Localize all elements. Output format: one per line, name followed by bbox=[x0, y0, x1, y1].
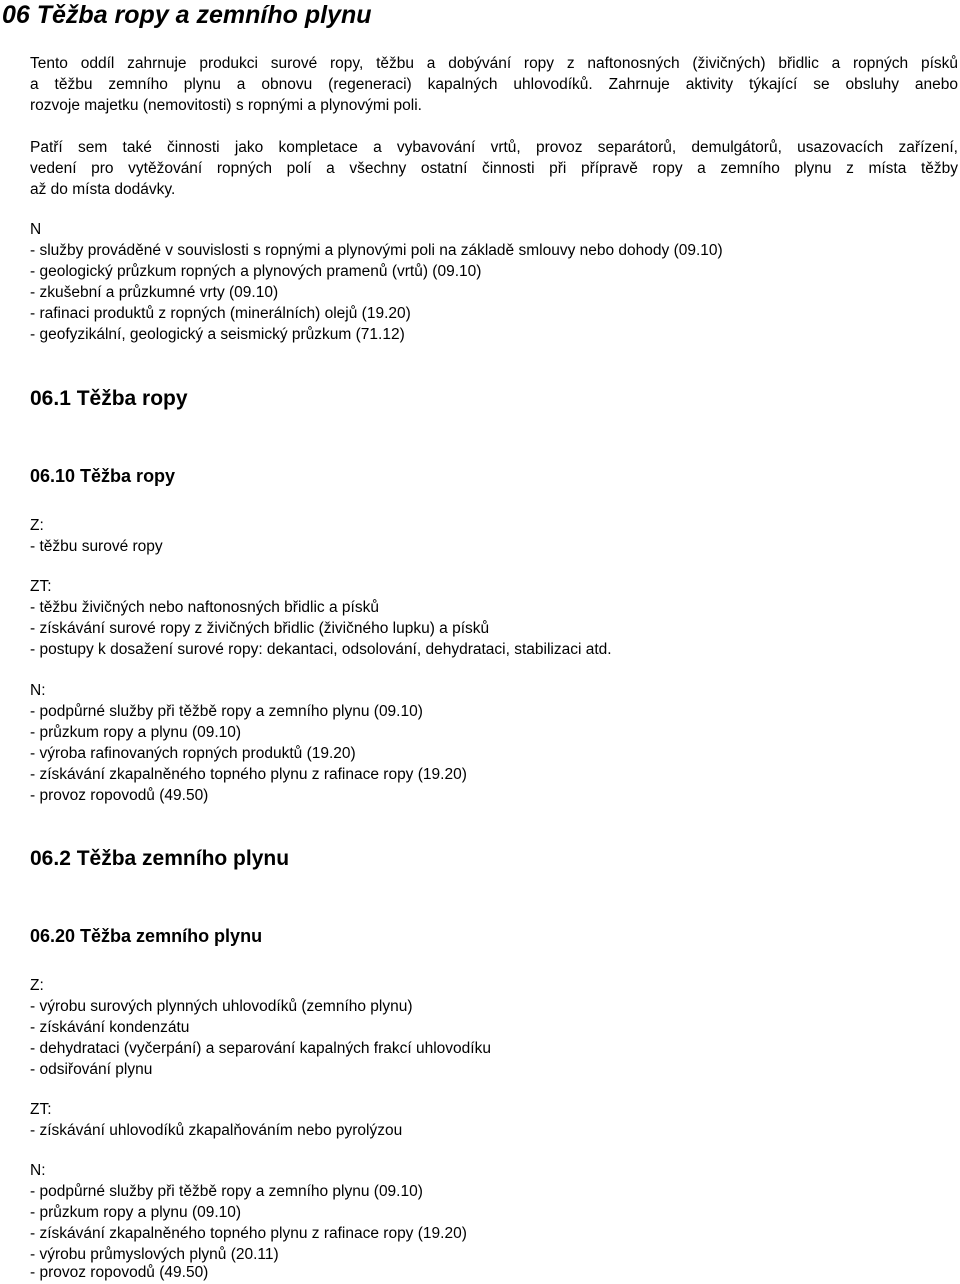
page-title: 06 Těžba ropy a zemního plynu bbox=[2, 1, 372, 29]
list-item: - výrobu surových plynných uhlovodíků (zemního plynu) bbox=[30, 998, 413, 1015]
text-line: rozvoje majetku (nemovitosti) s ropnými a plynovými poli. bbox=[30, 97, 422, 114]
text-line: až do místa dodávky. bbox=[30, 181, 176, 198]
exclusions-label: N: bbox=[30, 682, 46, 699]
exclusions-label: N bbox=[30, 221, 42, 238]
list-item: - výrobu průmyslových plynů (20.11) bbox=[30, 1246, 279, 1263]
list-item: - průzkum ropy a plynu (09.10) bbox=[30, 1204, 242, 1221]
text-line: a těžbu zemního plynu a obnovu (regeneraci) kapalných uhlovodíků. Zahrnuje aktivity týkající se obsluhy anebo bbox=[30, 76, 958, 93]
list-item: - provoz ropovodů (49.50) bbox=[30, 1264, 209, 1281]
list-item: - podpůrné služby při těžbě ropy a zemního plynu (09.10) bbox=[30, 703, 423, 720]
list-item: - provoz ropovodů (49.50) bbox=[30, 787, 209, 804]
subsection-heading: 06.10 Těžba ropy bbox=[30, 466, 176, 486]
list-item: - těžbu živičných nebo naftonosných břidlic a písků bbox=[30, 599, 379, 616]
also-includes-label: ZT: bbox=[30, 578, 52, 595]
list-item: - výroba rafinovaných ropných produktů (19.20) bbox=[30, 745, 356, 762]
list-item: - služby prováděné v souvislosti s ropnými a plynovými poli na základě smlouvy nebo dohody (09.10) bbox=[30, 242, 723, 259]
list-item: - těžbu surové ropy bbox=[30, 538, 163, 555]
includes-label: Z: bbox=[30, 517, 44, 534]
text-line: Tento oddíl zahrnuje produkci surové ropy, těžbu a dobývání ropy z naftonosných (živičných) břidlic a ropných písků bbox=[30, 55, 958, 72]
list-item: - získávání uhlovodíků zkapalňováním nebo pyrolýzou bbox=[30, 1122, 403, 1139]
text-line: Patří sem také činnosti jako kompletace a vybavování vrtů, provoz separátorů, demulgátorů, usazovacích zařízení, bbox=[30, 139, 958, 156]
exclusions-label: N: bbox=[30, 1162, 46, 1179]
list-item: - postupy k dosažení surové ropy: dekantaci, odsolování, dehydrataci, stabilizaci atd. bbox=[30, 641, 612, 658]
section-heading: 06.2 Těžba zemního plynu bbox=[30, 847, 290, 870]
list-item: - získávání kondenzátu bbox=[30, 1019, 190, 1036]
list-item: - průzkum ropy a plynu (09.10) bbox=[30, 724, 242, 741]
list-item: - získávání zkapalněného topného plynu z rafinace ropy (19.20) bbox=[30, 1225, 467, 1242]
section-heading: 06.1 Těžba ropy bbox=[30, 387, 188, 410]
list-item: - rafinaci produktů z ropných (minerálních) olejů (19.20) bbox=[30, 305, 411, 322]
list-item: - získávání surové ropy z živičných břidlic (živičného lupku) a písků bbox=[30, 620, 490, 637]
list-item: - geofyzikální, geologický a seismický průzkum (71.12) bbox=[30, 326, 405, 343]
list-item: - dehydrataci (vyčerpání) a separování kapalných frakcí uhlovodíku bbox=[30, 1040, 491, 1057]
intro-paragraph-2 bbox=[30, 137, 958, 200]
list-item: - odsiřování plynu bbox=[30, 1061, 153, 1078]
list-item: - získávání zkapalněného topného plynu z rafinace ropy (19.20) bbox=[30, 766, 467, 783]
subsection-heading: 06.20 Těžba zemního plynu bbox=[30, 926, 263, 946]
intro-paragraph-1 bbox=[30, 53, 958, 116]
includes-label: Z: bbox=[30, 977, 44, 994]
list-item: - geologický průzkum ropných a plynových pramenů (vrtů) (09.10) bbox=[30, 263, 482, 280]
also-includes-label: ZT: bbox=[30, 1101, 52, 1118]
list-item: - podpůrné služby při těžbě ropy a zemního plynu (09.10) bbox=[30, 1183, 423, 1200]
text-line: vedení pro vytěžování ropných polí a všechny ostatní činnosti při přípravě ropy a zemního plynu z místa těžby bbox=[30, 160, 958, 177]
list-item: - zkušební a průzkumné vrty (09.10) bbox=[30, 284, 279, 301]
